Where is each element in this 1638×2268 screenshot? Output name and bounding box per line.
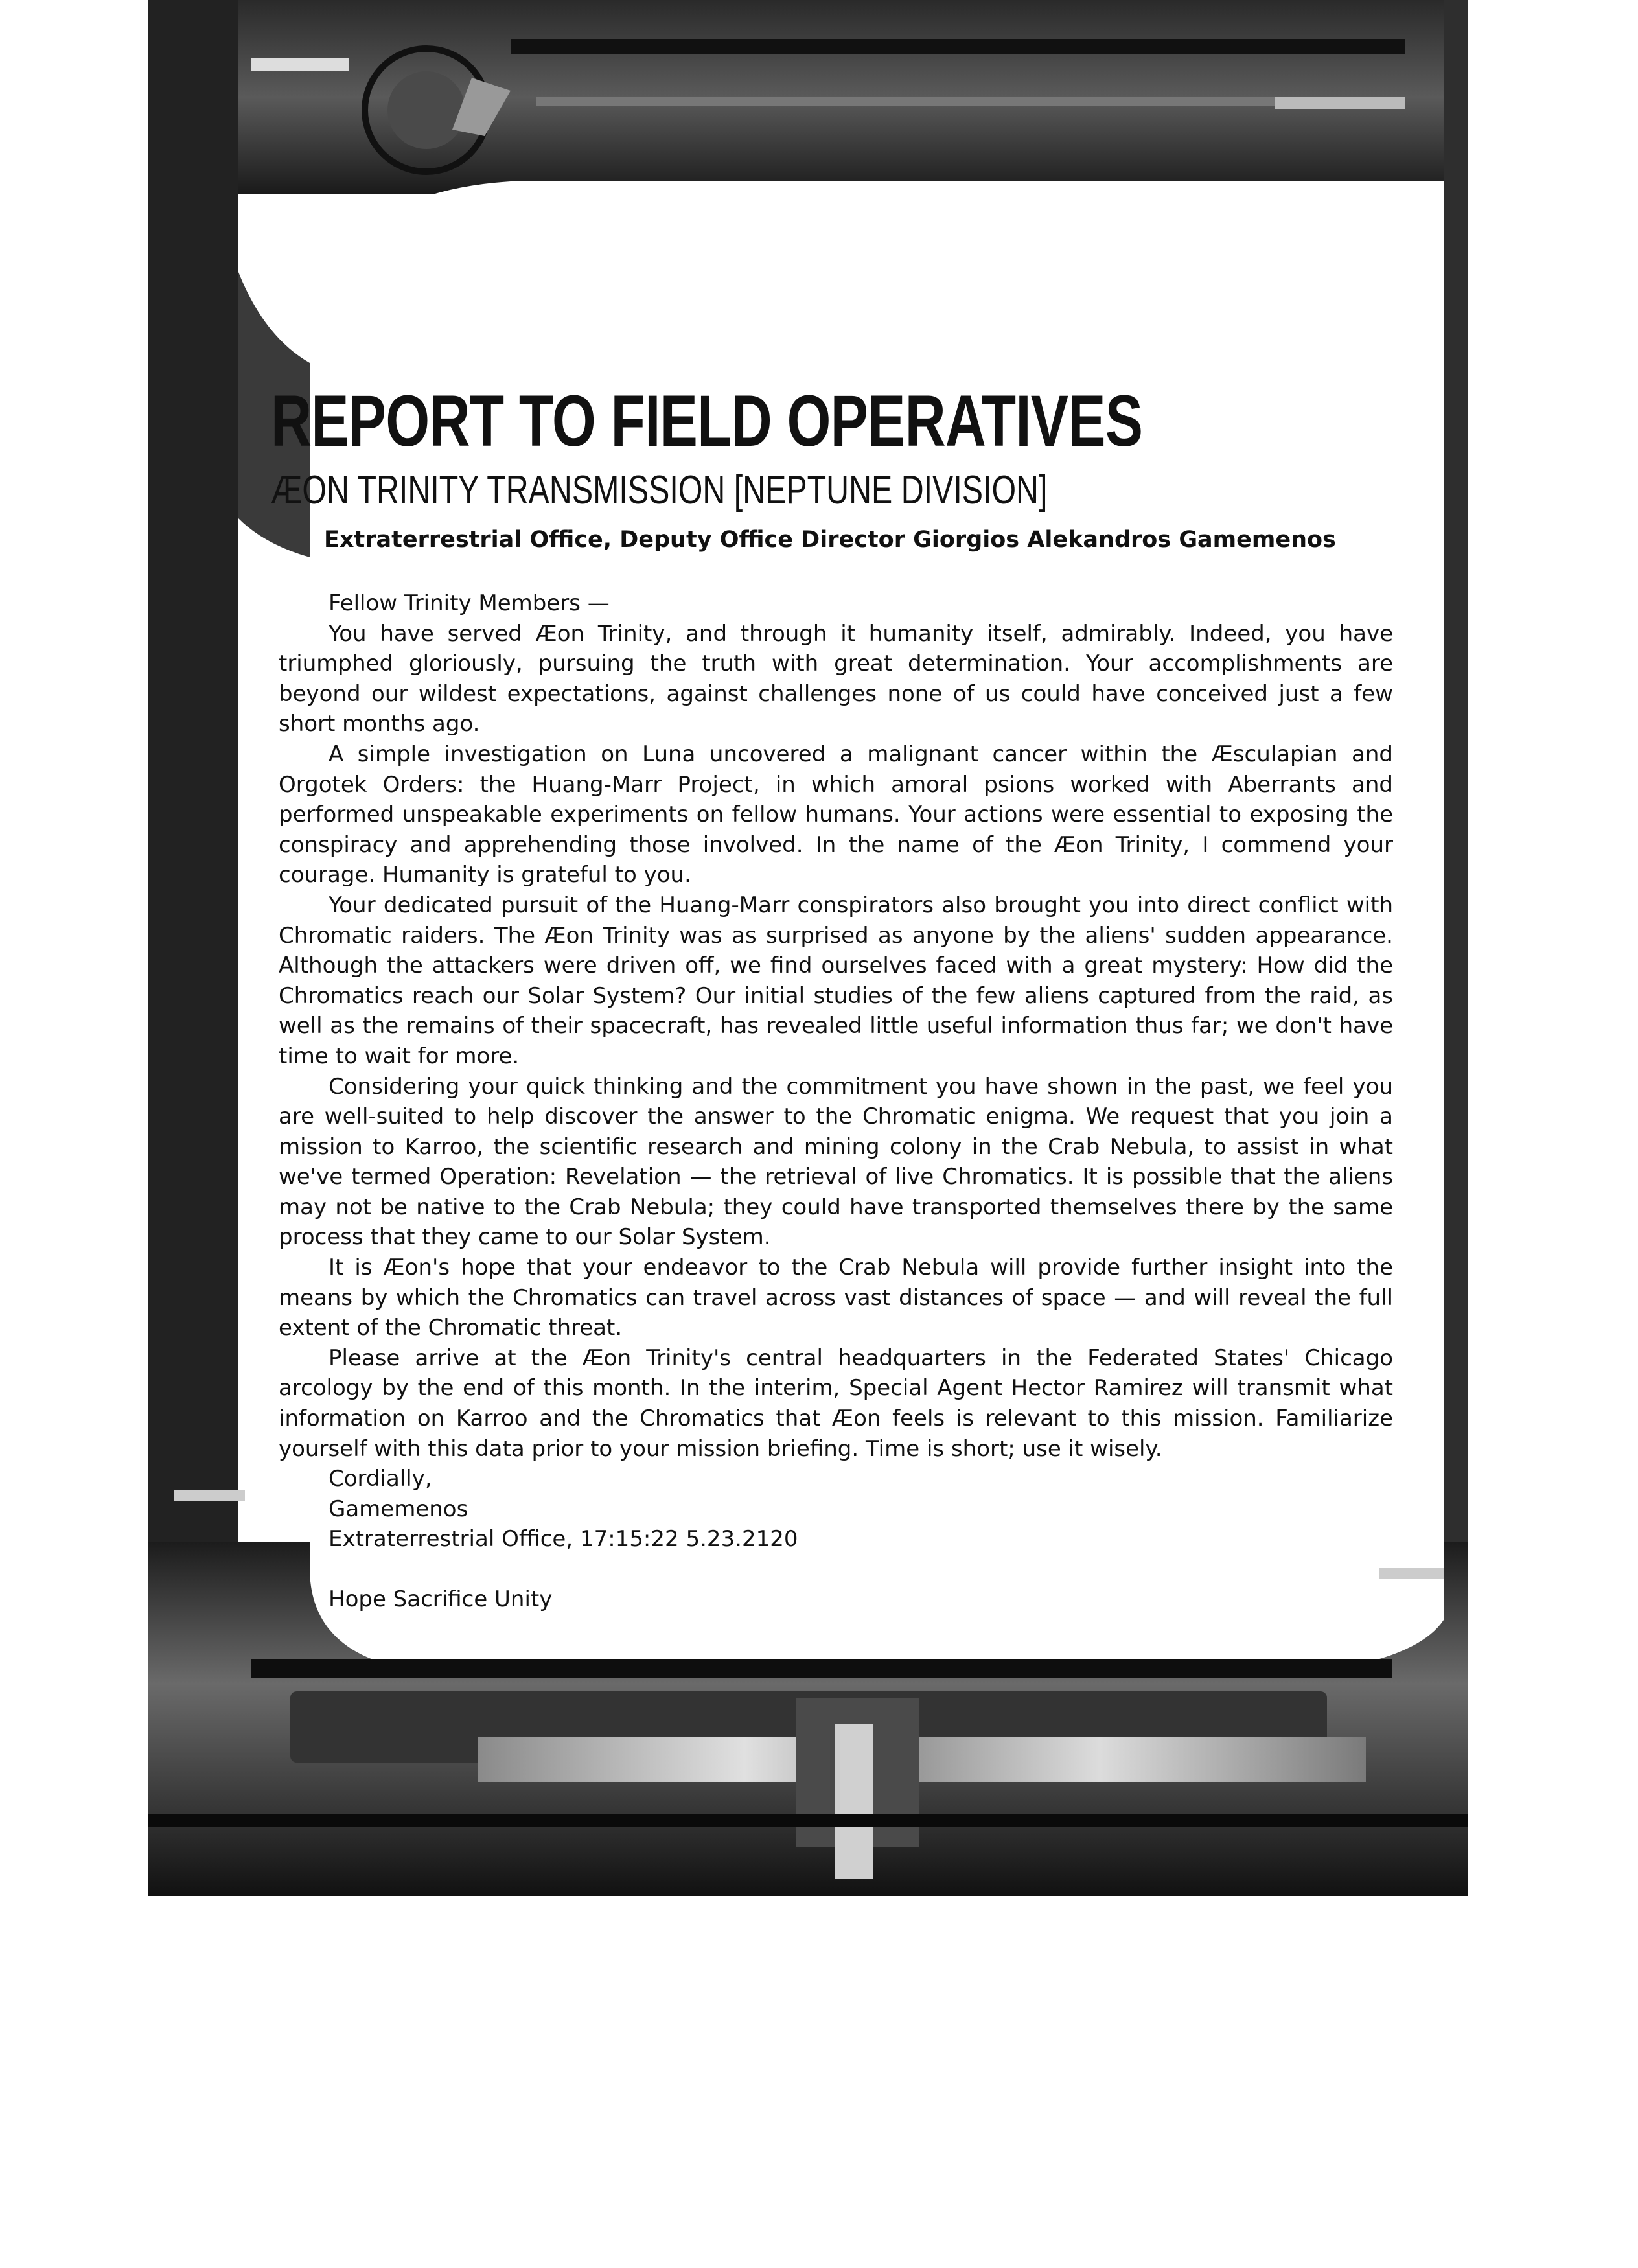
title-block (271, 382, 1437, 513)
letter-motto: Hope Sacrifice Unity (329, 1586, 553, 1612)
letter-paragraph: You have served Æon Trinity, and through it humanity itself, admirably. Indeed, you have triumphed gloriously, pursuing the truth with great determination. Your accomplishments are beyond our wildest expectations, against challenges none of us could have conceived just a few short months ago. (279, 620, 1393, 737)
letter-paragraph: A simple investigation on Luna uncovered a malignant cancer within the Æsculapian and Orgotek Orders: the Huang-Marr Project, in which amoral psions worked with Aberrants and performed unspeakable experiments on fellow humans. Your actions were essential to exposing the conspiracy and apprehending those involved. In the name of the Æon Trinity, I commend your courage. Humanity is grateful to you. (279, 741, 1393, 888)
letter-signature: Gamemenos (329, 1496, 468, 1522)
letter-salutation: Fellow Trinity Members — (329, 590, 610, 616)
letter-paragraph: Considering your quick thinking and the commitment you have shown in the past, we feel you are well-suited to help discover the answer to the Chromatic enigma. We request that you join a mission to Karroo, the scientific research and mining colony in the Crab Nebula, to assist in what we've termed Operation: Revelation — the retrieval of live Chromatics. It is possible that the aliens may not be native to the Crab Nebula; they could have transported themselves there by the same process that they came to our Solar System. (279, 1073, 1393, 1251)
letter-paragraph: Please arrive at the Æon Trinity's central headquarters in the Federated States' Chicago arcology by the end of this month. In the interim, Special Agent Hector Ramirez will transmit what information on Karroo and the Chromatics that Æon feels is relevant to this mission. Familiarize yourself with this data prior to your mission briefing. Time is short; use it wisely. (279, 1345, 1393, 1462)
report-byline: Extraterrestrial Office, Deputy Office Director Giorgios Alekandros Gamemenos (324, 527, 1336, 553)
spacer (279, 1555, 1393, 1584)
letter-paragraph: Your dedicated pursuit of the Huang-Marr conspirators also brought you into direct conflict with Chromatic raiders. The Æon Trinity was as surprised as anyone by the aliens' sudden appearance. Although the attackers were driven off, we find ourselves faced with a great mystery: How did the Chromatics reach our Solar System? Our initial studies of the few aliens captured from the raid, as well as the remains of their spacecraft, has revealed little useful information thus far; we don't have time to wait for more. (279, 892, 1393, 1069)
letter-body (279, 588, 1393, 1615)
letter-paragraph: It is Æon's hope that your endeavor to the Crab Nebula will provide further insight into the means by which the Chromatics can travel across vast distances of space — and will reveal the full extent of the Chromatic threat. (279, 1255, 1393, 1341)
report-subtitle: ÆON TRINITY TRANSMISSION [NEPTUNE DIVISION] (271, 468, 1048, 513)
letter-sign-office: Extraterrestrial Office, 17:15:22 5.23.2120 (329, 1526, 798, 1553)
report-title: REPORT TO FIELD OPERATIVES (271, 380, 1143, 461)
letter-closing: Cordially, (329, 1466, 432, 1492)
